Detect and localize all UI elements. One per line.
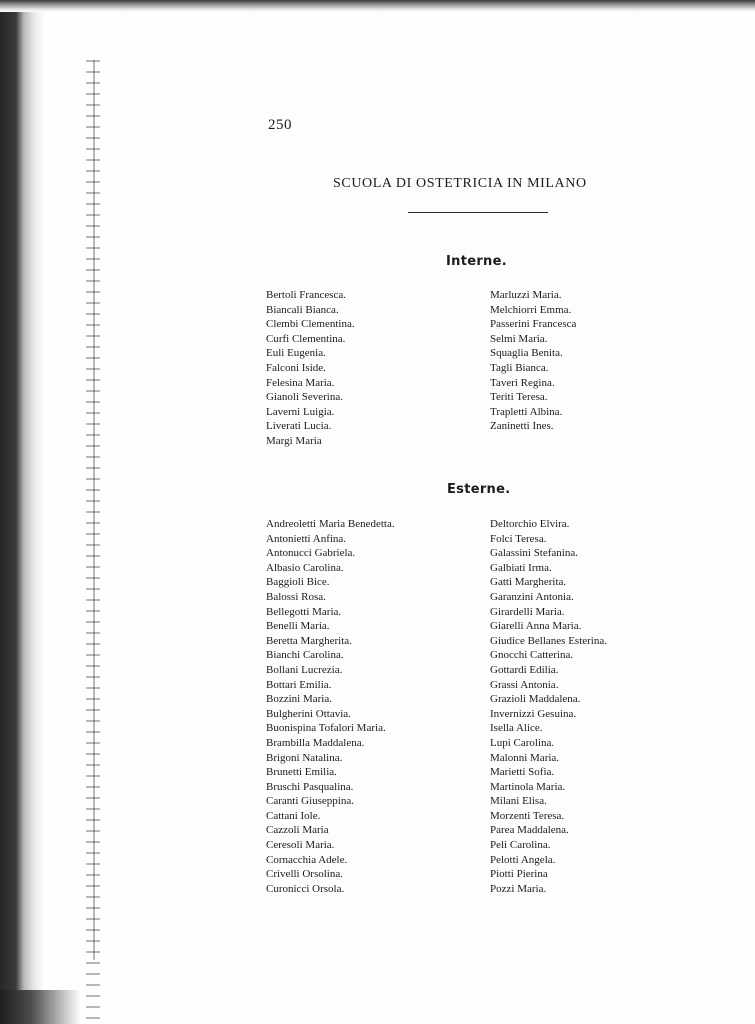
name-entry: Morzenti Teresa. <box>490 809 565 822</box>
esterne-right-column <box>490 517 607 896</box>
name-entry: Ceresoli Maria. <box>266 839 335 852</box>
name-entry: Biancali Bianca. <box>266 303 339 316</box>
name-entry: Euli Eugenia. <box>266 347 326 360</box>
name-entry: Lupi Carolina. <box>490 736 555 749</box>
name-entry: Zaninetti Ines. <box>490 420 554 433</box>
name-entry: Peli Carolina. <box>490 839 551 852</box>
name-entry: Pelotti Angela. <box>490 853 556 866</box>
name-entry: Girardelli Maria. <box>490 605 565 618</box>
name-entry: Cattani Iole. <box>266 809 321 822</box>
name-entry: Cornacchia Adele. <box>266 853 348 866</box>
name-entry: Gottardi Edilia. <box>490 663 559 676</box>
name-entry: Grassi Antonia. <box>490 678 559 691</box>
page-title: SCUOLA DI OSTETRICIA IN MILANO <box>333 176 587 191</box>
section-heading-interne: Interne. <box>446 254 507 269</box>
name-entry: Pozzi Maria. <box>490 882 547 895</box>
interne-right-column <box>490 288 576 434</box>
name-entry: Passerini Francesca <box>490 318 577 331</box>
esterne-left-column <box>266 517 395 896</box>
name-entry: Parea Maddalena. <box>490 824 569 837</box>
name-entry: Grazioli Maddalena. <box>490 693 581 706</box>
name-entry: Giarelli Anna Maria. <box>490 620 582 633</box>
name-entry: Gianoli Severina. <box>266 391 343 404</box>
name-entry: Giudice Bellanes Esterina. <box>490 634 607 647</box>
name-entry: Caranti Giuseppina. <box>266 795 354 808</box>
name-entry: Margi Maria <box>266 434 322 447</box>
name-entry: Taveri Regina. <box>490 376 555 389</box>
name-entry: Invernizzi Gesuina. <box>490 707 577 720</box>
name-entry: Melchiorri Emma. <box>490 303 572 316</box>
name-entry: Gatti Margherita. <box>490 576 567 589</box>
name-entry: Bottari Emilia. <box>266 678 332 691</box>
name-entry: Teriti Teresa. <box>490 391 548 404</box>
name-entry: Clembi Clementina. <box>266 318 355 331</box>
name-entry: Baggioli Bice. <box>266 576 330 589</box>
name-entry: Trapletti Albina. <box>490 405 563 418</box>
name-entry: Bertoli Francesca. <box>266 289 347 301</box>
name-entry: Martinola Maria. <box>490 780 566 793</box>
name-entry: Bozzini Maria. <box>266 693 332 706</box>
name-entry: Malonni Maria. <box>490 751 560 764</box>
name-entry: Bianchi Carolina. <box>266 649 344 662</box>
name-entry: Galbiati Irma. <box>490 561 552 574</box>
name-entry: Buonispina Tofalori Maria. <box>266 722 386 735</box>
name-entry: Milani Elisa. <box>490 795 547 808</box>
name-entry: Selmi Maria. <box>490 332 548 345</box>
interne-left-column <box>266 288 355 449</box>
name-entry: Tagli Bianca. <box>490 361 549 374</box>
name-entry: Marluzzi Maria. <box>490 289 562 301</box>
name-entry: Curfi Clementina. <box>266 332 346 345</box>
scan-bottom-shadow <box>0 990 80 1024</box>
name-entry: Folci Teresa. <box>490 532 547 545</box>
name-entry: Falconi Iside. <box>266 361 326 374</box>
name-entry: Bollani Lucrezia. <box>266 663 343 676</box>
page-number: 250 <box>268 117 292 133</box>
name-entry: Felesina Maria. <box>266 376 335 389</box>
name-entry: Antonietti Anfina. <box>266 532 347 545</box>
name-entry: Albasio Carolina. <box>266 561 344 574</box>
name-entry: Marietti Sofia. <box>490 766 555 779</box>
name-entry: Galassini Stefanina. <box>490 547 578 560</box>
name-entry: Liverati Lucia. <box>266 420 332 433</box>
name-entry: Deltorchio Elvira. <box>490 518 570 530</box>
book-spine-edge <box>0 0 44 1024</box>
section-heading-esterne: Esterne. <box>447 482 511 497</box>
name-entry: Crivelli Orsolina. <box>266 868 343 881</box>
name-entry: Gnocchi Catterina. <box>490 649 574 662</box>
name-entry: Bruschi Pasqualina. <box>266 780 354 793</box>
name-entry: Beretta Margherita. <box>266 634 352 647</box>
name-entry: Piotti Pierina <box>490 868 548 881</box>
name-entry: Benelli Maria. <box>266 620 330 633</box>
title-rule <box>408 212 548 213</box>
name-entry: Cazzoli Maria <box>266 824 329 837</box>
name-entry: Antonucci Gabriela. <box>266 547 356 560</box>
name-entry: Curonicci Orsola. <box>266 882 345 895</box>
name-entry: Squaglia Benita. <box>490 347 563 360</box>
gutter-marks <box>86 60 100 1020</box>
name-entry: Brigoni Natalina. <box>266 751 343 764</box>
name-entry: Brambilla Maddalena. <box>266 736 365 749</box>
name-entry: Laverni Luigia. <box>266 405 335 418</box>
name-entry: Garanzini Antonia. <box>490 590 574 603</box>
name-entry: Andreoletti Maria Benedetta. <box>266 518 395 530</box>
name-entry: Bellegotti Maria. <box>266 605 342 618</box>
name-entry: Isella Alice. <box>490 722 543 735</box>
name-entry: Bulgherini Ottavia. <box>266 707 351 720</box>
scan-top-edge <box>0 0 755 12</box>
name-entry: Brunetti Emilia. <box>266 766 337 779</box>
name-entry: Balossi Rosa. <box>266 590 326 603</box>
